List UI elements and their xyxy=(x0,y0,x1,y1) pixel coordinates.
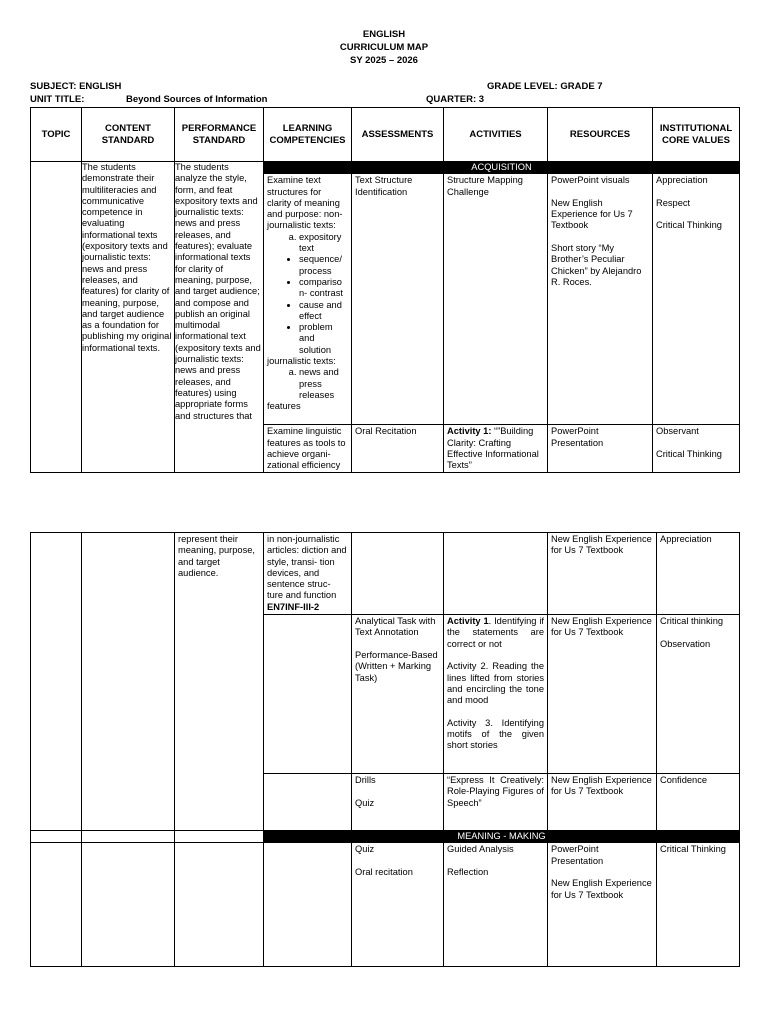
journalistic-label: journalistic texts: xyxy=(267,356,336,367)
quarter-label: QUARTER: 3 xyxy=(426,94,485,105)
assessment-cell xyxy=(352,774,444,831)
col-topic: TOPIC xyxy=(31,108,82,162)
assessment-item: Performance-Based (Written + Marking Task) xyxy=(355,649,438,683)
section-bar-acquisition: ACQUISITION xyxy=(264,162,740,174)
title-line-3: SY 2025 – 2026 xyxy=(350,55,418,66)
header-row xyxy=(31,108,740,162)
activity-item: Guided Analysis xyxy=(447,844,514,855)
competency-cell: Examine linguistic features as tools to achieve organi- zational efficiency xyxy=(264,425,352,473)
competency-text: in non-journalistic articles: diction and style, transi- tion devices, and sentence struc- ture and function xyxy=(267,534,347,601)
assessment-item: Drills xyxy=(355,775,376,786)
activity-cell xyxy=(444,425,548,473)
activity-cell: Structure Mapping Challenge xyxy=(444,174,548,425)
title-line-1: ENGLISH xyxy=(362,29,406,40)
journalistic-list xyxy=(267,367,348,401)
list-item: a. news and press releases xyxy=(299,367,348,401)
activity-cell xyxy=(444,533,548,615)
value-item: Observation xyxy=(660,638,711,649)
resource-item: PowerPoint visuals xyxy=(551,175,630,186)
acquisition-row xyxy=(31,162,740,174)
assessment-cell: Oral Recitation xyxy=(352,425,444,473)
assessment-item: Quiz xyxy=(355,844,375,855)
activity-cell xyxy=(444,615,548,774)
competency-features: features xyxy=(267,401,301,412)
activity-label: Activity 1 xyxy=(447,616,489,627)
resource-item: New English Experience for Us 7 Textbook xyxy=(551,878,652,900)
col-performance-standard: PERFORMANCE STANDARD xyxy=(175,108,264,162)
topic-cell xyxy=(31,843,82,967)
resources-cell xyxy=(548,843,657,967)
doc-title xyxy=(0,29,768,66)
topic-cell xyxy=(31,533,82,831)
competency-cell xyxy=(264,533,352,615)
list-item: a. expository text xyxy=(299,232,348,255)
meaning-making-row xyxy=(31,831,740,843)
list-item: • cause and effect xyxy=(299,300,348,323)
core-values-cell: Confidence xyxy=(657,774,740,831)
core-values-cell xyxy=(653,425,740,473)
content-standard-cell xyxy=(82,831,175,843)
competency-list xyxy=(267,232,348,255)
col-activities: ACTIVITIES xyxy=(444,108,548,162)
competency-intro: Examine text structures for clarity of meaning and purpose: non-journalistic texts: xyxy=(267,175,343,231)
activity-item: Reflection xyxy=(447,866,489,877)
col-core-values: INSTITUTIONAL CORE VALUES xyxy=(653,108,740,162)
value-item: Critical Thinking xyxy=(656,220,722,231)
activity-text: “”Building Clarity: Crafting Effective Informational Texts” xyxy=(447,426,539,471)
content-standard-cell xyxy=(82,843,175,967)
content-standard-cell xyxy=(82,533,175,831)
competency-cell xyxy=(264,174,352,425)
value-item: Critical thinking xyxy=(660,616,724,627)
performance-standard-cell: The students analyze the style, form, and feat expository texts and journalistic texts: news and press releases, and features); evaluate informational texts for clarity of meaning, purpose, and target audience; and compose and publish an original multimodal informational text (expository texts and journalistic texts: news and press releases, and features) using appropriate forms and structures that xyxy=(175,162,264,473)
activity-text: . Identifying if the statements are correct or not xyxy=(447,616,545,649)
assessment-cell xyxy=(352,533,444,615)
value-item: Appreciation xyxy=(656,175,708,186)
activity-cell xyxy=(444,843,548,967)
competency-code: EN7INF-III-2 xyxy=(267,601,320,612)
activity-item: Activity 2. Reading the lines lifted from stories and encircling the tone and mood xyxy=(447,661,544,706)
unit-title-label: UNIT TITLE: xyxy=(30,94,85,105)
list-item: • compariso n- contrast xyxy=(299,277,348,300)
content-standard-cell: The students demonstrate their multiliteracies and communicative competence in evaluating informational texts (expository texts and journalistic texts: news and press releases, and features) for clarity of meaning, purpose, and target audience as a foundation for publishing my original informational texts. xyxy=(82,162,175,473)
value-item: Critical Thinking xyxy=(656,448,722,459)
competency-cell xyxy=(264,843,352,967)
assessment-item: Quiz xyxy=(355,797,375,808)
text-structure-list xyxy=(267,254,348,356)
assessment-cell xyxy=(352,615,444,774)
value-item: Respect xyxy=(656,197,691,208)
activity-item xyxy=(447,616,544,650)
list-item: • problem and solution xyxy=(299,322,348,356)
activity-label: Activity 1: xyxy=(447,426,492,437)
col-content-standard: CONTENT STANDARD xyxy=(82,108,175,162)
table-row xyxy=(31,843,740,967)
core-values-cell: Appreciation xyxy=(657,533,740,615)
performance-standard-cell xyxy=(175,831,264,843)
core-values-cell xyxy=(657,615,740,774)
section-bar-meaning-making: MEANING - MAKING xyxy=(264,831,740,843)
col-resources: RESOURCES xyxy=(548,108,653,162)
assessment-cell xyxy=(352,843,444,967)
unit-title-value: Beyond Sources of Information xyxy=(126,94,268,105)
resource-item: Short story “My Brother’s Peculiar Chicken” by Alejandro R. Roces. xyxy=(551,243,642,287)
assessment-cell: Text Structure Identification xyxy=(352,174,444,425)
assessment-item: Oral recitation xyxy=(355,866,413,877)
curriculum-table-page-1 xyxy=(30,107,740,473)
performance-standard-cell xyxy=(175,843,264,967)
title-line-2: CURRICULUM MAP xyxy=(339,42,429,53)
performance-standard-cell: represent their meaning, purpose, and target audience. xyxy=(175,533,264,831)
competency-cell xyxy=(264,774,352,831)
resources-cell xyxy=(548,174,653,425)
value-item: Observant xyxy=(656,426,699,437)
col-assessments: ASSESSMENTS xyxy=(352,108,444,162)
activity-item: Activity 3. Identifying motifs of the given short stories xyxy=(447,717,544,751)
table-row xyxy=(31,533,740,615)
core-values-cell: Critical Thinking xyxy=(657,843,740,967)
resources-cell: New English Experience for Us 7 Textbook xyxy=(548,533,657,615)
resource-item: New English Experience for Us 7 Textbook xyxy=(551,197,633,231)
grade-level-label: GRADE LEVEL: GRADE 7 xyxy=(487,81,603,92)
resources-cell: PowerPoint Presentation xyxy=(548,425,653,473)
activity-cell: “Express It Creatively: Role-Playing Figures of Speech” xyxy=(444,774,548,831)
curriculum-table-page-2 xyxy=(30,532,740,967)
core-values-cell xyxy=(653,174,740,425)
assessment-item: Analytical Task with Text Annotation xyxy=(355,616,436,638)
topic-cell xyxy=(31,162,82,473)
topic-cell xyxy=(31,831,82,843)
resources-cell: New English Experience for Us 7 Textbook xyxy=(548,615,657,774)
list-item: • sequence/ process xyxy=(299,254,348,277)
resources-cell: New English Experience for Us 7 Textbook xyxy=(548,774,657,831)
resource-item: PowerPoint Presentation xyxy=(551,844,604,866)
subject-label: SUBJECT: ENGLISH xyxy=(30,81,122,92)
competency-cell xyxy=(264,615,352,774)
col-learning-competencies: LEARNING COMPETENCIES xyxy=(264,108,352,162)
